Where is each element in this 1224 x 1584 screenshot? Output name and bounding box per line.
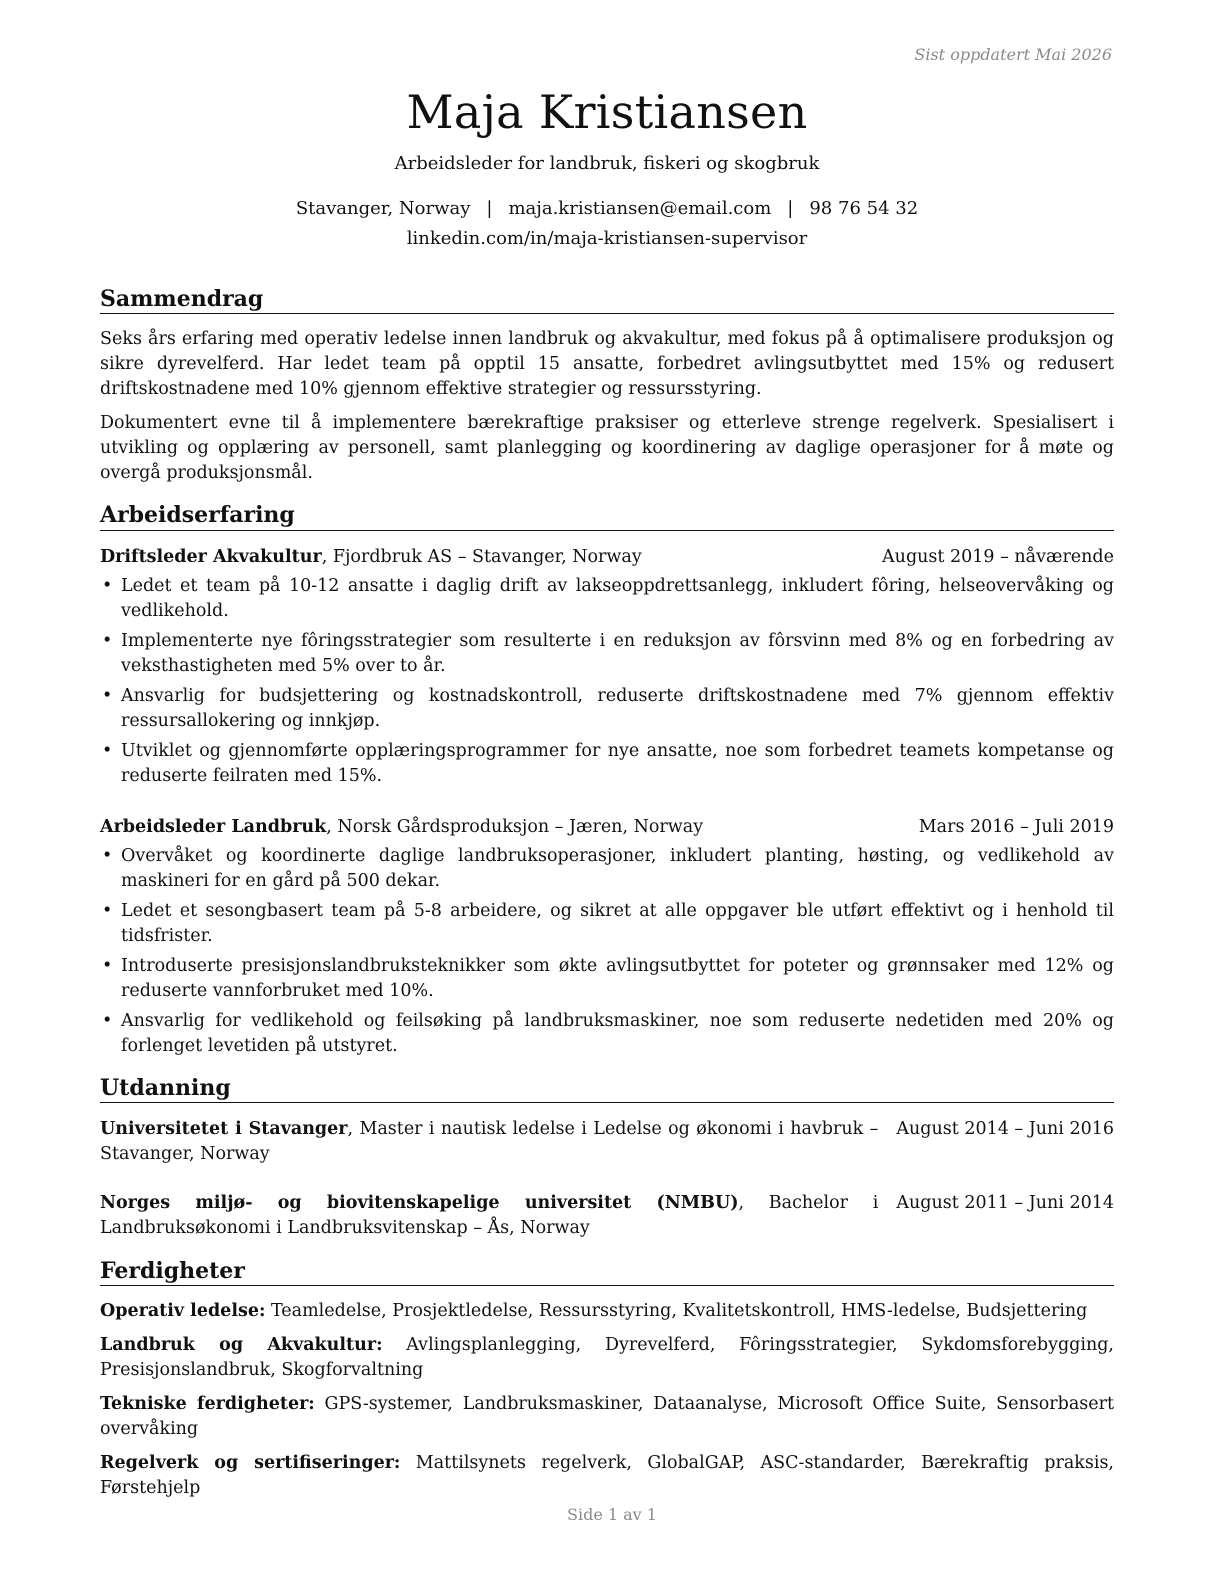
bullet-text: Overvåket og koordinerte daglige landbruksoperasjoner, inkludert planting, høsting, og vedlikehold av maskineri for en gård på 500 dekar. — [121, 845, 1114, 891]
contact-line — [100, 198, 1114, 219]
skill-group — [100, 1451, 1114, 1501]
school-name: Norges miljø- og biovitenskapelige universitet (NMBU) — [100, 1193, 739, 1214]
bullet-text: Ansvarlig for vedlikehold og feilsøking på landbruksmaskiner, noe som reduserte nedetiden med 20% og forlenget levetiden på utstyret. — [121, 1010, 1114, 1056]
bullet-text: Introduserte presisjonslandbruksteknikker som økte avlingsutbyttet for poteter og grønnsaker med 12% og reduserte vannforbruket med 10%. — [121, 955, 1114, 1001]
job-bullets — [100, 574, 1114, 789]
page-number: Side 1 av 1 — [567, 1505, 657, 1524]
skill-group — [100, 1299, 1114, 1324]
skill-label: Tekniske ferdigheter: — [100, 1394, 315, 1415]
contact-phone: 98 76 54 32 — [809, 197, 919, 219]
summary-paragraph: Dokumentert evne til å implementere bærekraftige praksiser og etterleve strenge regelverk. Spesialisert i utvikling og opplæring av personell, samt planlegging og koordinering av daglige operasjoner for å møte og overgå produksjonsmål. — [100, 413, 1114, 484]
school-name: Universitetet i Stavanger — [100, 1119, 348, 1140]
education-dates: August 2014 – Juni 2016 — [896, 1119, 1114, 1140]
education-entry — [100, 1117, 1114, 1167]
skills-section — [100, 1258, 1114, 1501]
education-entry — [100, 1191, 1114, 1241]
degree-details: , Bachelor i Landbruksøkonomi i Landbruksvitenskap – Ås, Norway — [100, 1193, 879, 1239]
linkedin-link[interactable]: linkedin.com/in/maja-kristiansen-supervisor — [406, 227, 808, 249]
job-entry — [100, 815, 1114, 1059]
bullet-icon: • — [102, 845, 113, 866]
bullet-icon: • — [102, 955, 113, 976]
bullet-item — [100, 899, 1114, 949]
skill-label: Landbruk og Akvakultur: — [100, 1335, 383, 1356]
job-dates: Mars 2016 – Juli 2019 — [918, 816, 1114, 837]
contact-separator: | — [787, 197, 794, 219]
bullet-text: Ansvarlig for budsjettering og kostnadskontroll, reduserte driftskostnadene med 7% gjennom effektiv ressursallokering og innkjøp. — [121, 685, 1114, 731]
contact-email[interactable]: maja.kristiansen@email.com — [508, 197, 772, 219]
job-title: Driftsleder Akvakultur — [100, 546, 322, 567]
bullet-item — [100, 629, 1114, 679]
skill-group — [100, 1392, 1114, 1442]
skill-items: Avlingsplanlegging, Dyrevelferd, Fôringsstrategier, Sykdomsforebygging, Presisjonslandbruk, Skogforvaltning — [100, 1335, 1114, 1381]
bullet-icon: • — [102, 900, 113, 921]
skill-group — [100, 1333, 1114, 1383]
candidate-name: Maja Kristiansen — [406, 85, 808, 139]
last-updated: Sist oppdatert Mai 2026 — [914, 45, 1112, 64]
job-bullets — [100, 844, 1114, 1059]
education-section — [100, 1075, 1114, 1241]
contact-separator: | — [486, 197, 493, 219]
bullet-text: Utviklet og gjennomførte opplæringsprogrammer for nye ansatte, noe som forbedret teamets kompetanse og reduserte feilraten med 15%. — [121, 740, 1114, 786]
bullet-icon: • — [102, 630, 113, 651]
bullet-item — [100, 1009, 1114, 1059]
bullet-text: Ledet et sesongbasert team på 5-8 arbeidere, og sikret at alle oppgaver ble utført effektivt og i henhold til tidsfrister. — [121, 900, 1114, 946]
skill-items: Mattilsynets regelverk, GlobalGAP, ASC-standarder, Bærekraftig praksis, Førstehjelp — [100, 1453, 1114, 1499]
summary-paragraph: Seks års erfaring med operativ ledelse innen landbruk og akvakultur, med fokus på å optimalisere produksjon og sikre dyrevelferd. Har ledet team på opptil 15 ansatte, forbedret avlingsutbyttet med 15% og redusert driftskostnadene med 10% gjennom effektive strategier og ressursstyring. — [100, 329, 1114, 400]
skill-label: Operativ ledelse: — [100, 1301, 266, 1322]
section-heading-summary: Sammendrag — [100, 286, 1114, 314]
section-heading-education: Utdanning — [100, 1075, 1114, 1103]
education-dates: August 2011 – Juni 2014 — [896, 1193, 1114, 1214]
summary-section — [100, 286, 1114, 486]
headline: Arbeidsleder for landbruk, fiskeri og skogbruk — [394, 152, 820, 174]
job-org: , Fjordbruk AS – Stavanger, Norway — [321, 546, 642, 567]
degree-details: , Master i nautisk ledelse i Ledelse og økonomi i havbruk – Stavanger, Norway — [100, 1119, 879, 1165]
bullet-icon: • — [102, 575, 113, 596]
section-heading-experience: Arbeidserfaring — [100, 502, 1114, 530]
job-entry — [100, 545, 1114, 789]
contact-location: Stavanger, Norway — [295, 197, 471, 219]
job-title: Arbeidsleder Landbruk — [100, 816, 327, 837]
bullet-icon: • — [102, 685, 113, 706]
bullet-item — [100, 844, 1114, 894]
skill-items: GPS-systemer, Landbruksmaskiner, Dataanalyse, Microsoft Office Suite, Sensorbasert overvåking — [100, 1394, 1114, 1440]
bullet-item — [100, 954, 1114, 1004]
skill-items: Teamledelse, Prosjektledelse, Ressursstyring, Kvalitetskontroll, HMS-ledelse, Budsjettering — [265, 1301, 1088, 1322]
bullet-icon: • — [102, 740, 113, 761]
bullet-icon: • — [102, 1010, 113, 1031]
skill-label: Regelverk og sertifiseringer: — [100, 1453, 401, 1474]
bullet-item — [100, 739, 1114, 789]
job-org: , Norsk Gårdsproduksjon – Jæren, Norway — [326, 816, 704, 837]
job-header — [100, 815, 1114, 840]
section-heading-skills: Ferdigheter — [100, 1258, 1114, 1286]
bullet-text: Ledet et team på 10-12 ansatte i daglig drift av lakseoppdrettsanlegg, inkludert fôring, helseovervåking og vedlikehold. — [121, 575, 1114, 621]
bullet-text: Implementerte nye fôringsstrategier som resulterte i en reduksjon av fôrsvinn med 8% og en forbedring av veksthastigheten med 5% over to år. — [121, 630, 1114, 676]
bullet-item — [100, 684, 1114, 734]
job-header — [100, 545, 1114, 570]
experience-section — [100, 502, 1114, 1058]
bullet-item — [100, 574, 1114, 624]
job-dates: August 2019 – nåværende — [882, 546, 1114, 567]
